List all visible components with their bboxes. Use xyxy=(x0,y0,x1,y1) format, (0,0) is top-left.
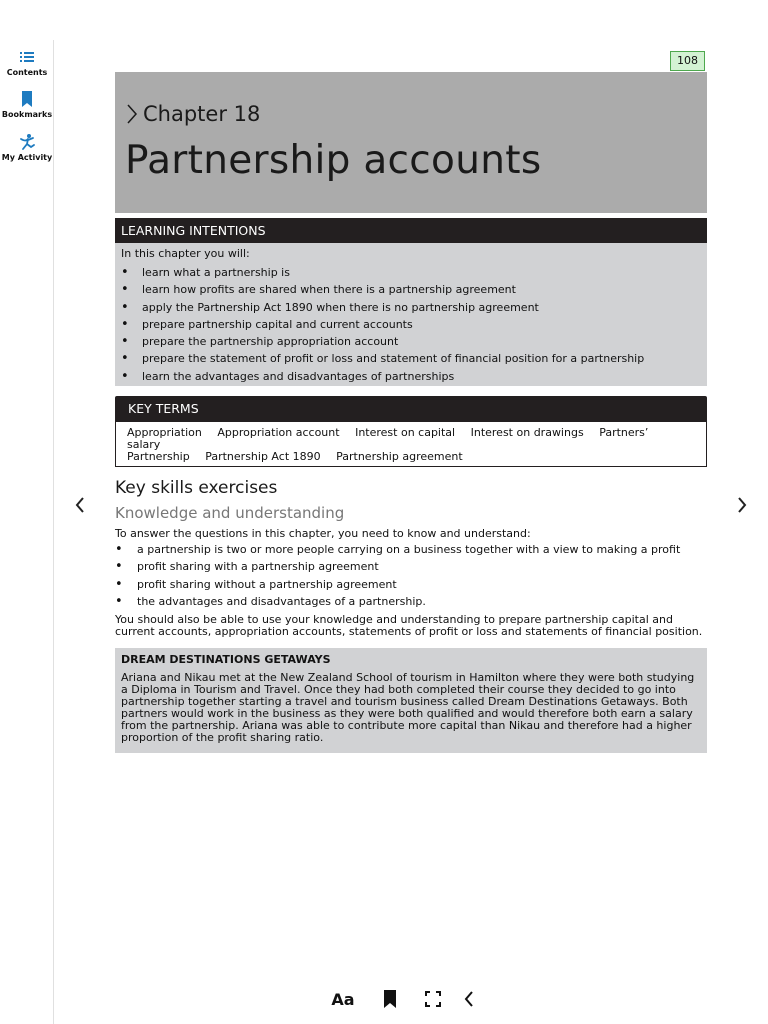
key-term: Appropriation account xyxy=(217,426,340,439)
chapter-label-row xyxy=(125,102,260,126)
learning-intentions-list xyxy=(121,264,701,385)
sidebar-item-label: Contents xyxy=(6,68,48,77)
chapter-chevron-icon xyxy=(125,103,139,125)
bookmark-icon xyxy=(20,90,34,108)
sidebar-item-contents[interactable] xyxy=(0,48,54,77)
key-term: Interest on capital xyxy=(355,426,456,439)
back-button[interactable] xyxy=(460,988,478,1010)
fullscreen-icon xyxy=(424,990,442,1008)
key-term: Partnership xyxy=(127,450,190,463)
key-term: Appropriation xyxy=(127,426,202,439)
list-item: • the advantages and disadvantages of a partnership. xyxy=(115,595,707,612)
list-item: • profit sharing with a partnership agreement xyxy=(115,560,707,577)
fullscreen-button[interactable] xyxy=(423,988,443,1010)
key-term: Interest on drawings xyxy=(470,426,584,439)
chevron-left-icon xyxy=(72,494,88,516)
list-item: • learn the advantages and disadvantages of partnerships xyxy=(121,368,701,385)
bookmark-icon xyxy=(382,989,398,1009)
key-skills-intro: To answer the questions in this chapter, you need to know and understand: xyxy=(115,527,531,540)
sidebar-item-bookmarks[interactable] xyxy=(0,90,54,119)
sidebar xyxy=(0,0,54,1024)
list-item: • learn how profits are shared when there is a partnership agreement xyxy=(121,281,701,298)
sidebar-item-my-activity[interactable] xyxy=(0,133,54,162)
key-terms-row xyxy=(127,451,695,463)
sidebar-item-label: Bookmarks xyxy=(1,110,53,119)
list-item: • learn what a partnership is xyxy=(121,264,701,281)
back-chevron-icon xyxy=(462,990,476,1008)
chapter-label: Chapter 18 xyxy=(143,102,261,126)
learning-intentions-intro: In this chapter you will: xyxy=(121,247,250,260)
learning-intentions-panel xyxy=(115,243,707,386)
case-study-panel xyxy=(115,648,707,753)
next-page-button[interactable] xyxy=(734,494,750,516)
list-item: • prepare the statement of profit or loss and statement of financial position for a partnership xyxy=(121,350,701,367)
list-icon xyxy=(18,48,36,66)
page-number-badge: 108 xyxy=(670,51,705,71)
font-size-icon: Aa xyxy=(331,989,355,1009)
list-item: • prepare the partnership appropriation account xyxy=(121,333,701,350)
bookmark-page-button[interactable] xyxy=(380,988,400,1010)
sidebar-divider xyxy=(53,40,54,1024)
list-item: • profit sharing without a partnership agreement xyxy=(115,578,707,595)
list-item: • a partnership is two or more people carrying on a business together with a view to making a profit xyxy=(115,543,707,560)
key-term: Partners’ salary xyxy=(127,426,649,451)
list-item: • prepare partnership capital and current accounts xyxy=(121,316,701,333)
key-terms-panel xyxy=(115,421,707,467)
sidebar-item-label: My Activity xyxy=(1,153,53,162)
section-subheading: Knowledge and understanding xyxy=(115,504,345,522)
font-size-button[interactable] xyxy=(330,988,356,1010)
previous-page-button[interactable] xyxy=(72,494,88,516)
key-term: Partnership agreement xyxy=(336,450,463,463)
key-skills-outro: You should also be able to use your knowledge and understanding to prepare partnership capital and current accounts, appropriation accounts, statements of profit or loss and statements of financial position. xyxy=(115,613,703,638)
key-term: Partnership Act 1890 xyxy=(205,450,321,463)
chapter-title: Partnership accounts xyxy=(125,138,542,183)
case-study-title: DREAM DESTINATIONS GETAWAYS xyxy=(121,653,331,666)
case-study-text: Ariana and Nikau met at the New Zealand School of tourism in Hamilton where they were both studying a Diploma in Tourism and Travel. Once they had both completed their course they decided to go into partnership together starting a travel and tourism business called Dream Destinations Getaways. Both partners would work in the business as they were both qualified and would therefore both earn a salary from the partnership. Ariana was able to contribute more capital than Nikau and therefore had a higher proportion of the profit sharing ratio. xyxy=(121,671,695,744)
activity-figure-icon xyxy=(18,133,36,151)
list-item: • apply the Partnership Act 1890 when there is no partnership agreement xyxy=(121,299,701,316)
chapter-header xyxy=(115,72,707,213)
key-terms-heading: KEY TERMS xyxy=(115,396,707,421)
learning-intentions-heading: LEARNING INTENTIONS xyxy=(115,218,707,243)
key-terms-row xyxy=(127,427,695,451)
section-heading: Key skills exercises xyxy=(115,478,278,498)
key-skills-list xyxy=(115,543,707,613)
chevron-right-icon xyxy=(734,494,750,516)
